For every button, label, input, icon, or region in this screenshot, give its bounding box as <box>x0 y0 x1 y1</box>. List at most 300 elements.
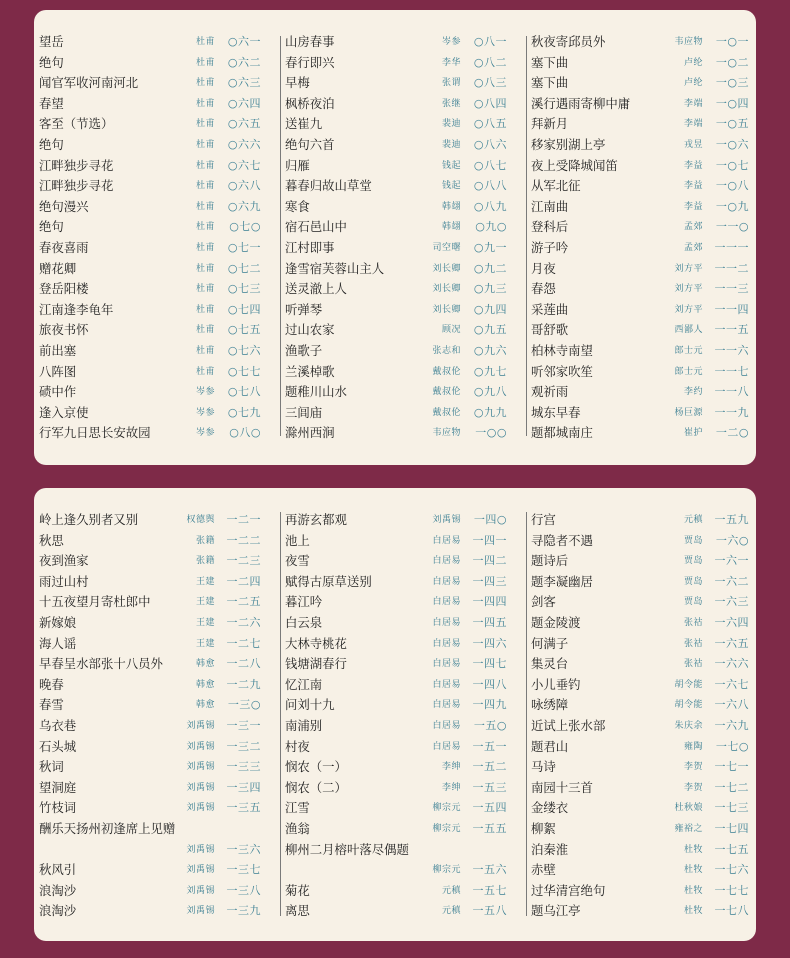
toc-entry[interactable] <box>285 551 507 572</box>
page-number: ○九七 <box>473 364 507 378</box>
poet-name: 杜甫 <box>195 119 215 130</box>
poet-name: 刘禹锡 <box>186 803 215 814</box>
toc-entry[interactable] <box>39 279 261 300</box>
poet-name: 韦应物 <box>674 37 703 47</box>
toc-entry[interactable] <box>39 156 261 177</box>
toc-entry[interactable] <box>531 860 749 881</box>
poem-title: 新嫁娘 <box>39 614 77 630</box>
toc-entry[interactable] <box>285 197 507 218</box>
toc-entry[interactable] <box>531 135 749 156</box>
poet-name: 刘禹锡 <box>186 906 215 917</box>
poet-name: 杨巨源 <box>674 407 703 418</box>
poet-name: 杜甫 <box>195 284 215 295</box>
poem-title: 小儿垂钓 <box>531 676 581 692</box>
poem-title: 咏绣障 <box>531 697 569 713</box>
toc-entry[interactable] <box>531 634 749 655</box>
page-number: ○九九 <box>473 405 507 419</box>
poem-title: 忆江南 <box>285 676 323 692</box>
poem-title: 哥舒歌 <box>531 322 569 338</box>
poem-title: 过华清宫绝句 <box>531 882 606 898</box>
toc-entry[interactable] <box>531 73 749 94</box>
poet-name: 刘方平 <box>674 263 703 274</box>
poem-title: 旅夜书怀 <box>39 322 89 338</box>
toc-entry[interactable] <box>39 510 261 531</box>
toc-entry[interactable] <box>285 94 507 115</box>
poet-name: 王建 <box>195 638 215 649</box>
poet-name: 西鄙人 <box>674 325 703 336</box>
toc-entry[interactable] <box>285 53 507 74</box>
poem-title: 江南曲 <box>531 198 569 214</box>
toc-entry[interactable] <box>285 613 507 634</box>
poet-name: 元稹 <box>441 885 461 896</box>
toc-column-1 <box>39 32 261 447</box>
toc-entry[interactable] <box>39 423 261 444</box>
toc-entry[interactable] <box>39 778 261 799</box>
poet-name: 司空曙 <box>432 242 461 253</box>
poem-title: 离思 <box>285 903 310 919</box>
toc-entry[interactable] <box>531 819 749 840</box>
toc-entry[interactable] <box>531 94 749 115</box>
toc-entry[interactable] <box>531 757 749 778</box>
page-number: 一七四 <box>714 821 749 835</box>
poem-title: 寻隐者不遇 <box>531 532 593 548</box>
poem-title: 池上 <box>285 532 310 548</box>
toc-entry[interactable] <box>531 156 749 177</box>
toc-entry[interactable] <box>39 675 261 696</box>
poem-title: 逢入京使 <box>39 404 89 420</box>
poet-name: 郎士元 <box>674 366 703 377</box>
toc-entry[interactable] <box>285 840 507 861</box>
poem-title: 题乌江亭 <box>531 903 581 919</box>
page-number: 一六二 <box>714 574 749 588</box>
page-number: 一二三 <box>226 554 261 568</box>
poem-title: 春雪 <box>39 697 64 713</box>
column-divider <box>280 36 281 436</box>
page-number: 一一○ <box>715 220 749 234</box>
toc-entry[interactable] <box>285 695 507 716</box>
toc-entry[interactable] <box>285 716 507 737</box>
toc-entry[interactable] <box>285 73 507 94</box>
toc-entry[interactable] <box>285 531 507 552</box>
poem-title: 早梅 <box>285 75 310 91</box>
poem-title: 江雪 <box>285 800 310 816</box>
toc-column-3 <box>531 510 749 923</box>
poem-title: 何满子 <box>531 635 569 651</box>
toc-entry[interactable] <box>531 197 749 218</box>
page-number: ○六二 <box>227 55 261 69</box>
toc-entry[interactable] <box>39 551 261 572</box>
poet-name: 白居易 <box>432 597 461 608</box>
toc-entry[interactable] <box>531 695 749 716</box>
poet-name: 元稹 <box>683 515 703 525</box>
toc-entry[interactable] <box>39 114 261 135</box>
poet-name: 杜甫 <box>195 242 215 253</box>
toc-entry[interactable] <box>531 901 749 922</box>
toc-entry[interactable] <box>531 403 749 424</box>
toc-column-2 <box>285 32 507 447</box>
toc-entry[interactable] <box>531 114 749 135</box>
toc-entry[interactable] <box>531 551 749 572</box>
toc-column-1 <box>39 510 261 923</box>
page-number: 一六七 <box>714 677 749 691</box>
toc-entry[interactable] <box>285 403 507 424</box>
poem-title: 江村即事 <box>285 239 335 255</box>
toc-entry[interactable] <box>285 572 507 593</box>
page-number: 一三七 <box>226 863 261 877</box>
page-number: 一六九 <box>714 718 749 732</box>
poet-name: 李益 <box>683 160 703 171</box>
poem-title: 枫桥夜泊 <box>285 95 335 111</box>
toc-entry[interactable] <box>531 279 749 300</box>
toc-entry[interactable] <box>39 362 261 383</box>
toc-entry[interactable] <box>531 259 749 280</box>
toc-entry[interactable] <box>531 778 749 799</box>
page-number: 一一九 <box>714 405 749 419</box>
poem-title: 集灵台 <box>531 656 569 672</box>
toc-entry[interactable] <box>39 382 261 403</box>
poet-name: 岑参 <box>441 37 461 47</box>
poem-title: 宿石邑山中 <box>285 219 347 235</box>
page-number: 一二一 <box>226 513 261 526</box>
toc-entry[interactable] <box>39 840 261 861</box>
toc-entry[interactable] <box>285 798 507 819</box>
toc-entry[interactable] <box>531 362 749 383</box>
toc-entry[interactable] <box>531 798 749 819</box>
toc-entry[interactable] <box>531 531 749 552</box>
page-number: 一六一 <box>714 554 749 568</box>
poet-name: 张谓 <box>441 78 461 89</box>
poet-name: 杜牧 <box>683 885 703 896</box>
poet-name: 刘禹锡 <box>432 515 461 525</box>
page-number: ○九○ <box>475 220 507 234</box>
poet-name: 杜甫 <box>195 98 215 109</box>
poem-title: 岭上逢久别者又别 <box>39 512 139 527</box>
poet-name: 刘禹锡 <box>186 741 215 752</box>
page-number: 一四九 <box>472 698 507 712</box>
toc-entry[interactable] <box>531 592 749 613</box>
poet-name: 李绅 <box>441 762 461 773</box>
poem-title: 春夜喜雨 <box>39 239 89 255</box>
poet-name: 李益 <box>683 181 703 192</box>
page-number: 一五四 <box>472 801 507 815</box>
toc-entry[interactable] <box>39 634 261 655</box>
toc-entry[interactable] <box>39 819 261 840</box>
toc-entry[interactable] <box>39 695 261 716</box>
page-number: ○八四 <box>473 96 507 110</box>
toc-entry[interactable] <box>39 73 261 94</box>
toc-entry[interactable] <box>285 654 507 675</box>
toc-entry[interactable] <box>285 634 507 655</box>
toc-entry[interactable] <box>285 757 507 778</box>
toc-entry[interactable] <box>531 300 749 321</box>
toc-entry[interactable] <box>39 901 261 922</box>
toc-entry[interactable] <box>39 259 261 280</box>
page-number: 一一六 <box>714 343 749 357</box>
page-number: ○七八 <box>227 385 261 399</box>
page-number: ○七五 <box>227 323 261 337</box>
poet-name: 贾岛 <box>683 597 703 608</box>
page-number: 一七○ <box>715 739 749 753</box>
toc-entry[interactable] <box>285 510 507 531</box>
poet-name: 杜甫 <box>195 325 215 336</box>
column-divider <box>280 512 281 916</box>
page-number: ○八七 <box>473 158 507 172</box>
toc-entry[interactable] <box>285 592 507 613</box>
poem-title: 秋词 <box>39 759 64 775</box>
poet-name: 张籍 <box>195 535 215 546</box>
column-divider <box>526 512 527 916</box>
page-number: 一○九 <box>715 199 749 213</box>
page-number: 一四八 <box>472 677 507 691</box>
poem-title: 望岳 <box>39 34 64 49</box>
toc-entry[interactable] <box>39 654 261 675</box>
toc-entry[interactable] <box>39 531 261 552</box>
poet-name: 白居易 <box>432 576 461 587</box>
page-number: 一二八 <box>226 657 261 671</box>
poet-name: 韩翃 <box>441 222 461 233</box>
page-number: ○八○ <box>229 426 261 440</box>
toc-entry[interactable] <box>39 592 261 613</box>
poet-name: 白居易 <box>432 659 461 670</box>
toc-entry[interactable] <box>285 217 507 238</box>
poem-title: 听弹琴 <box>285 301 323 317</box>
page-number: 一五七 <box>472 883 507 897</box>
toc-entry[interactable] <box>39 737 261 758</box>
poem-title: 移家别湖上亭 <box>531 136 606 152</box>
toc-entry[interactable] <box>285 300 507 321</box>
toc-entry[interactable] <box>285 135 507 156</box>
toc-entry[interactable] <box>39 217 261 238</box>
poet-name: 胡令能 <box>674 700 703 711</box>
page-number: 一二○ <box>715 426 749 440</box>
poem-title: 春行即兴 <box>285 54 335 70</box>
toc-entry[interactable] <box>531 382 749 403</box>
page-number: 一五八 <box>472 904 507 918</box>
toc-entry[interactable] <box>285 881 507 902</box>
page-number: ○六五 <box>227 117 261 131</box>
page-number: 一二六 <box>226 615 261 629</box>
poet-name: 钱起 <box>441 181 461 192</box>
poet-name: 张祜 <box>683 638 703 649</box>
toc-entry[interactable] <box>285 382 507 403</box>
toc-entry[interactable] <box>285 279 507 300</box>
poet-name: 顾况 <box>441 325 461 336</box>
poet-name: 刘禹锡 <box>186 720 215 731</box>
poet-name: 白居易 <box>432 556 461 567</box>
poet-name: 韩愈 <box>195 659 215 670</box>
toc-entry[interactable] <box>285 675 507 696</box>
poem-title: 从军北征 <box>531 178 581 194</box>
toc-entry[interactable] <box>39 341 261 362</box>
page-number: ○六七 <box>227 158 261 172</box>
page-number: 一○○ <box>475 426 507 440</box>
poet-name: 刘禹锡 <box>186 844 215 855</box>
page-number: ○六六 <box>227 137 261 151</box>
page-number: 一○四 <box>715 96 749 110</box>
toc-entry[interactable] <box>39 860 261 881</box>
toc-entry[interactable] <box>285 860 507 881</box>
poem-title: 雨过山村 <box>39 573 89 589</box>
poem-title: 行军九日思长安故园 <box>39 425 151 441</box>
toc-entry[interactable] <box>39 238 261 259</box>
poet-name: 张继 <box>441 98 461 109</box>
toc-entry[interactable] <box>531 217 749 238</box>
page-number: 一一二 <box>714 261 749 275</box>
toc-entry[interactable] <box>285 32 507 53</box>
poem-title: 暮江吟 <box>285 594 323 610</box>
toc-entry[interactable] <box>531 737 749 758</box>
toc-entry[interactable] <box>39 881 261 902</box>
poem-title: 绝句 <box>39 136 64 152</box>
page-number: 一○七 <box>715 158 749 172</box>
toc-entry[interactable] <box>531 613 749 634</box>
toc-entry[interactable] <box>285 901 507 922</box>
toc-entry[interactable] <box>531 423 749 444</box>
page-number: ○七一 <box>227 240 261 254</box>
toc-entry[interactable] <box>39 716 261 737</box>
toc-entry[interactable] <box>285 320 507 341</box>
toc-entry[interactable] <box>39 53 261 74</box>
toc-entry[interactable] <box>39 403 261 424</box>
page-number: 一四一 <box>472 533 507 547</box>
poem-title: 渔歌子 <box>285 342 323 358</box>
toc-entry[interactable] <box>285 176 507 197</box>
toc-entry[interactable] <box>285 259 507 280</box>
poet-name: 张籍 <box>195 556 215 567</box>
poem-title: 乌衣巷 <box>39 717 77 733</box>
poem-title: 碛中作 <box>39 384 77 400</box>
toc-entry[interactable] <box>531 675 749 696</box>
poet-name: 韩翃 <box>441 201 461 212</box>
poem-title: 春怨 <box>531 281 556 297</box>
toc-entry[interactable] <box>39 135 261 156</box>
page-number: ○九五 <box>473 323 507 337</box>
toc-entry[interactable] <box>285 423 507 444</box>
toc-entry[interactable] <box>531 341 749 362</box>
page-number: 一○八 <box>715 179 749 193</box>
poem-title: 城东早春 <box>531 404 581 420</box>
page-number: 一七三 <box>714 801 749 815</box>
page-number: ○六一 <box>227 35 261 48</box>
poet-name: 刘长卿 <box>432 263 461 274</box>
poet-name: 杜牧 <box>683 906 703 917</box>
toc-entry[interactable] <box>285 114 507 135</box>
poet-name: 张祜 <box>683 659 703 670</box>
poet-name: 刘长卿 <box>432 284 461 295</box>
page-number: 一○一 <box>715 35 749 48</box>
poem-title: 钱塘湖春行 <box>285 656 347 672</box>
poet-name: 李益 <box>683 201 703 212</box>
contents-card-bottom <box>34 488 756 941</box>
toc-entry[interactable] <box>285 156 507 177</box>
poem-title: 送灵澈上人 <box>285 281 347 297</box>
poem-title: 登岳阳楼 <box>39 281 89 297</box>
page-number: 一七一 <box>714 760 749 774</box>
toc-entry[interactable] <box>531 32 749 53</box>
page-number: ○九四 <box>473 302 507 316</box>
poet-name: 杜甫 <box>195 78 215 89</box>
page-number: 一三一 <box>226 718 261 732</box>
toc-entry[interactable] <box>39 613 261 634</box>
toc-entry[interactable] <box>285 778 507 799</box>
page-number: ○七二 <box>227 261 261 275</box>
toc-entry[interactable] <box>39 320 261 341</box>
toc-entry[interactable] <box>531 716 749 737</box>
toc-entry[interactable] <box>531 572 749 593</box>
toc-entry[interactable] <box>285 819 507 840</box>
poet-name: 贾岛 <box>683 535 703 546</box>
page-number: 一○六 <box>715 137 749 151</box>
poet-name: 王建 <box>195 576 215 587</box>
toc-entry[interactable] <box>285 362 507 383</box>
page-number: 一三八 <box>226 883 261 897</box>
toc-entry[interactable] <box>285 238 507 259</box>
poet-name: 贾岛 <box>683 556 703 567</box>
poem-title: 题都城南庄 <box>531 425 593 441</box>
toc-entry[interactable] <box>39 197 261 218</box>
page-number: 一二五 <box>226 595 261 609</box>
poet-name: 杜牧 <box>683 865 703 876</box>
poem-title: 问刘十九 <box>285 697 335 713</box>
page-number: ○七○ <box>229 220 261 234</box>
poet-name: 刘方平 <box>674 284 703 295</box>
poem-title: 十五夜望月寄杜郎中 <box>39 594 151 610</box>
page-number: 一三五 <box>226 801 261 815</box>
page-number: 一一三 <box>714 282 749 296</box>
poet-name: 刘禹锡 <box>186 865 215 876</box>
page-number: ○八六 <box>473 137 507 151</box>
poet-name: 杜秋娘 <box>674 803 703 814</box>
toc-entry[interactable] <box>531 654 749 675</box>
toc-entry[interactable] <box>531 53 749 74</box>
toc-entry[interactable] <box>39 94 261 115</box>
poet-name: 白居易 <box>432 700 461 711</box>
poet-name: 裴迪 <box>441 119 461 130</box>
toc-entry[interactable] <box>39 300 261 321</box>
toc-entry[interactable] <box>531 238 749 259</box>
page-number: ○八八 <box>473 179 507 193</box>
poet-name: 杜甫 <box>195 366 215 377</box>
toc-entry[interactable] <box>531 881 749 902</box>
poet-name: 岑参 <box>195 428 215 439</box>
poet-name: 戴叔伦 <box>432 387 461 398</box>
toc-entry[interactable] <box>285 737 507 758</box>
page-number: 一五三 <box>472 780 507 794</box>
poem-title: 绝句 <box>39 219 64 235</box>
toc-entry[interactable] <box>531 320 749 341</box>
poet-name: 权德舆 <box>186 515 215 525</box>
toc-entry[interactable] <box>39 32 261 53</box>
poem-title: 近试上张水部 <box>531 717 606 733</box>
poem-title: 南浦别 <box>285 717 323 733</box>
poet-name: 贾岛 <box>683 576 703 587</box>
toc-entry[interactable] <box>39 798 261 819</box>
toc-entry[interactable] <box>39 757 261 778</box>
toc-entry[interactable] <box>39 572 261 593</box>
toc-entry[interactable] <box>531 840 749 861</box>
poem-title: 客至（节选） <box>39 116 114 132</box>
toc-entry[interactable] <box>39 176 261 197</box>
toc-entry[interactable] <box>285 341 507 362</box>
poet-name: 杜甫 <box>195 139 215 150</box>
poem-title: 石头城 <box>39 738 77 754</box>
poem-title: 题君山 <box>531 738 569 754</box>
poet-name: 卢纶 <box>683 57 703 68</box>
poem-title: 山房春事 <box>285 34 335 49</box>
contents-card-top <box>34 10 756 465</box>
toc-entry[interactable] <box>531 176 749 197</box>
toc-entry[interactable] <box>531 510 749 531</box>
